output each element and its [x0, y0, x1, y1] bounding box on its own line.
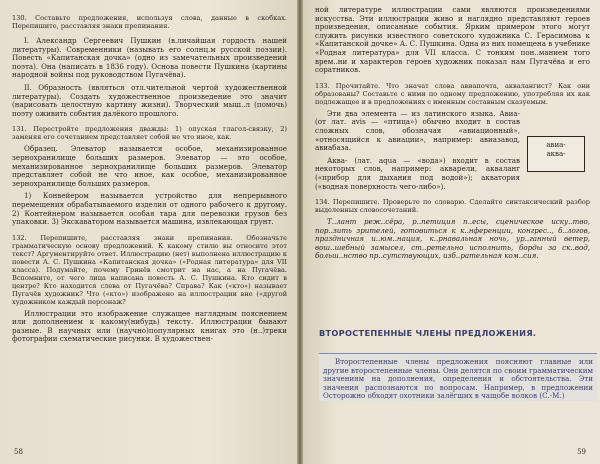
page-number-left: 58	[14, 448, 23, 456]
avia-aqua-box	[527, 136, 585, 172]
section-header	[319, 322, 589, 344]
aqua-paragraph: Аква- (лат. aqua — «вода») входит в состав некоторых слов, например: акварели, акваланг («прибор для дыхания под водой»); акватория («водная поверхность чего-либо»).	[315, 155, 520, 191]
rule-text: Второстепенные члены предложения поясняют главные или другие второстепенные члены. Они делятся по своим грамматическим значениям на дополнения, определения и обстоятельства. Эти значения распознаются по вопросам. Например, в предложении Осторожно обходят охотники залёгших в чащобе волков (С.-М.)	[323, 357, 593, 401]
rule-box	[319, 353, 597, 401]
exercise-130-task: 130. Составьте предложения, используя слова, данные в скобках. Перепишите, расставляя знаки препинания.	[12, 14, 287, 30]
numbered-sentences: 1) Конвейером называется устройство для непрерывного перемещения обрабатываемого изделия от одного рабочего к другому. 2) Контейнером называется особая тара для перевозки грузов без упаковки. 3) Экскаватором называется машина, извлекающая грунт.	[12, 191, 287, 227]
left-page	[0, 0, 297, 464]
avia-paragraph: Эти два элемента — из латинского языка. Авиа- (от лат. avis — «птица») обычно входит в состав сложных слов, обозначая «авиационный», «относящийся к авиации», например: авиазавод, авиабаза.	[315, 108, 520, 153]
paragraph-part-1: I. Александр Сергеевич Пушкин (в.личайшая гордость нашей литературы). Современники (называть его солнц.м русской поэзии). Повесть «Капитанская дочка» (одно из замечательных произведений поэта). Она (написать в 1836 году). Основа повести Пушкина (картины народной войны под руководством Пугачёва).	[12, 36, 287, 80]
page-number-right: 59	[577, 448, 586, 456]
right-page	[303, 0, 600, 464]
paragraph-part-2: II. Образность (являться отл.чительной чертой художественной литературы). Создать художественное произведение это значит (нарисовать целостную картину жизни). Творческий мыш..л (помочь) поэту оживить события далёкого прошлого.	[12, 82, 287, 118]
illustration-paragraph: Иллюстрации это изображение служащее наглядным пояснением или дополнением к какому(нибудь) тексту. Иллюстрации бывают разные. В научных или (научно)популярных книгах это (н..)треки фотографии схематические рисунки. В художествен-	[12, 308, 287, 344]
continued-paragraph: ной литературе иллюстрации сами являются произведениями искусства. Эти иллюстрации живо и наглядно представляют героев произведения, описанные события. Ярким примером этого могут служить рисунки известного советского художника С. Герасимова к «Капитанской дочке» А. С. Пушкина. Одна из них помещена в учебнике «Родная литература» для VII класса. С тонким пон..манием того врем..ни и характеров героев художник показал нам Пугачёва и его соратников.	[315, 5, 590, 75]
exercise-132-task: 132. Перепишите, расставляя знаки препинания. Обозначьте грамматическую основу предложений. К какому стилю вы относите этот текст? Аргументируйте ответ. Иллюстрацию (нет) выполнена иллюстрацию к повести А. С. Пушкина «Капитанская дочка» («Родная литература» для VII класса). Подумайте, почему Гринёв смотрит на нас, а на Пугачёва. Вспомните, от чего лица написана повесть А. С. Пушкина. Кто сидит в центре? Кто находится слева от Пугачёва? Справа? Как («кто») называет Пугачёв художник? Что («кто») изображено на иллюстрации вне («другой художником каждый персонаж?	[12, 233, 287, 306]
avia-aqua-label: авиа- аква-	[546, 141, 566, 158]
exercise-131-task: 131. Перестройте предложения дважды: 1) опуская глагол-связку, 2) заменяя его сочетанием представляет собой не что иное, как.	[12, 125, 287, 142]
section-heading: ВТОРОСТЕПЕННЫЕ ЧЛЕНЫ ПРЕДЛОЖЕНИЯ.	[319, 328, 537, 338]
exercise-133-task: 133. Прочитайте. Что значат слова авиапочта, аквалангист? Как они образованы? Составьте с ними по одному предложению, употребляя их как подлежащее и в предложениях с именным составным сказуемым.	[315, 81, 590, 106]
word-list: Т..лант реж..сёра, р..петиция п..есы, сценическое иску..тво, пор..зить зрителей, готовиться к к..нференции, конгрес.., б..логов, праздничная и..юм..нация, к..рнавальная ночь, ур..ганный ветер, вош..шебный замысел, ст..ретельно исполнить, борды за ск..вод, больш..нство пр..сутствующих, изб..рательная ком..сия.	[315, 217, 590, 261]
exercise-134-task: 134. Перепишите. Проверьте по словарю. Сделайте синтаксический разбор выделенных словосочетаний.	[315, 198, 590, 215]
sample-paragraph: Образец. Элеватор называется особое, механизированное зернохранилище больших размеров. Элеватор — это особое, механизированное зернохранилище больших размеров. Элеватор представляет собой не что иное, как особое, механизированное зернохранилище больших размеров.	[12, 144, 287, 188]
